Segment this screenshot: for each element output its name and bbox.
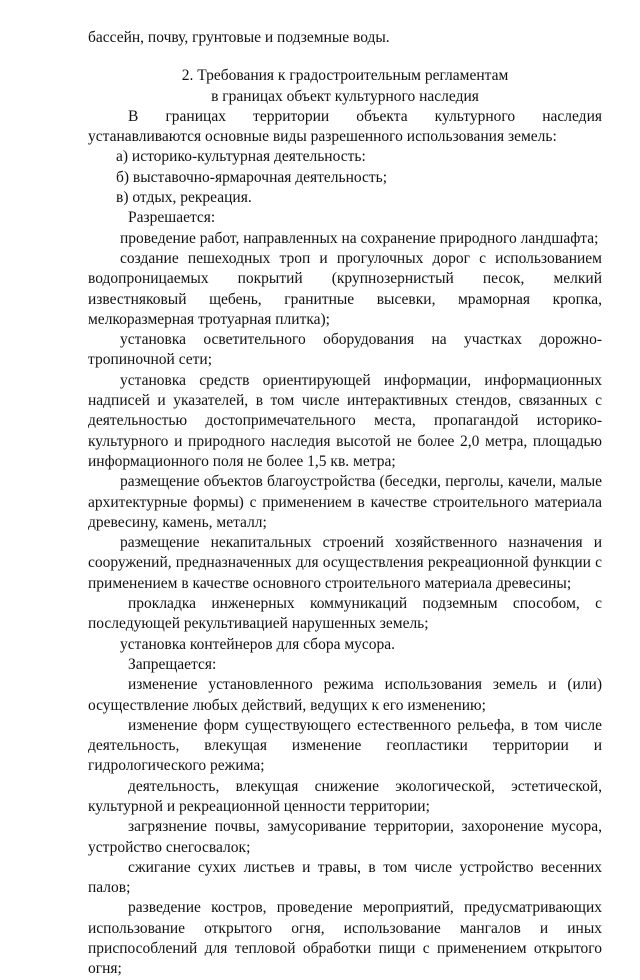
allowed-heading: Разрешается: [128,209,216,227]
section-title-line-2: в границах объект культурного наследия [211,87,479,105]
allowed-item: установка осветительного оборудования на участках дорожно-тропиночной сети; [88,331,602,369]
allowed-item: создание пешеходных троп и прогулочных дорог с использованием водопроницаемых покрытий (крупнозернистый песок, мелкий известняковый щебень, гранитные высевки, мраморная кропка, мелкоразмерная тротуарная плитка); [88,249,602,328]
forbidden-item: изменение форм существующего естественного рельефа, в том числе деятельность, влекущая изменение геопластики территории и гидрологического режима; [88,716,602,775]
allowed-item: проведение работ, направленных на сохранение природного ландшафта; [120,229,599,247]
section-title-line-1: 2. Требования к градостроительным регламентам [181,67,509,85]
document-page [88,28,602,980]
forbidden-item: сжигание сухих листьев и травы, в том числе устройство весенних палов; [88,858,602,897]
main-use-item: в) отдых, рекреация. [116,189,252,207]
forbidden-heading: Запрещается: [128,655,217,673]
main-uses-intro-paragraph: В границах территории объекта культурного наследия устанавливаются основные виды разрешенного использования земель: [88,107,602,146]
allowed-item: размещение некапитальных строений хозяйственного назначения и сооружений, предназначенных для осуществления рекреационной функции с применением в качестве основного строительного материала древесины; [88,534,602,592]
forbidden-item: загрязнение почвы, замусоривание территории, захоронение мусора, устройство снегосвалок; [88,818,602,856]
allowed-item: размещение объектов благоустройства (беседки, перголы, качели, малые архитектурные формы) с применением в качестве строительного материала древесину, камень, металл; [88,473,602,531]
allowed-item: установка средств ориентирующей информации, информационных надписей и указателей, в том числе интерактивных стендов, связанных с деятельностью достопримечательного места, пропагандой историко-культурного и природного наследия высотой не более 2,0 метра, площадью информационного поля не более 1,5 кв. метра; [88,371,602,470]
main-use-item: а) историко-культурная деятельность: [116,148,366,166]
forbidden-item: деятельность, влекущая снижение экологической, эстетической, культурной и рекреационной ценности территории; [88,777,602,815]
allowed-item: прокладка инженерных коммуникаций подземным способом, с последующей рекультивацией нарушенных земель; [88,595,602,633]
forbidden-item: изменение установленного режима использования земель и (или) осуществление любых действий, ведущих к его изменению; [88,676,602,714]
intro-tail-paragraph: бассейн, почву, грунтовые и подземные воды. [88,29,390,46]
allowed-item: установка контейнеров для сбора мусора. [120,635,396,653]
forbidden-item: разведение костров, проведение мероприятий, предусматривающих использование открытого огня, использование мангалов и иных приспособлений для тепловой обработки пищи с применением открытого огня; [88,899,602,978]
main-use-item: б) выставочно-ярмарочная деятельность; [116,168,388,186]
